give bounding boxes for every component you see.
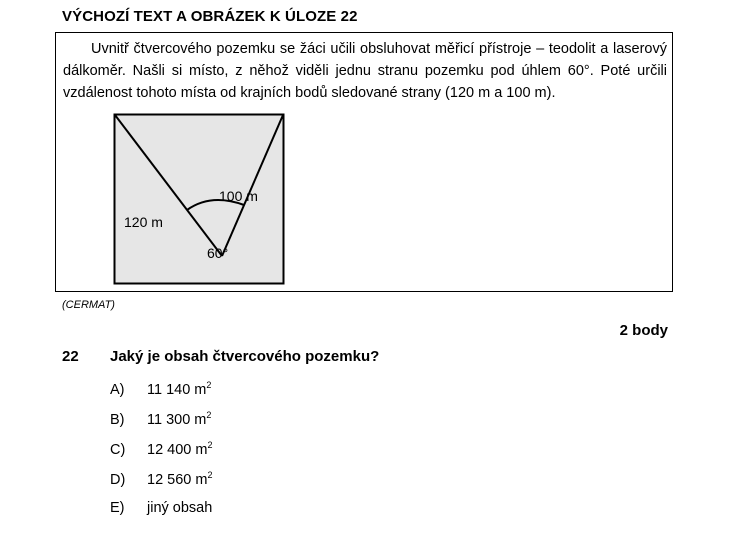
option-value: jiný obsah <box>147 500 213 516</box>
points-label: 2 body <box>619 322 668 339</box>
option-letter: C) <box>110 442 126 458</box>
source-citation: (CERMAT) <box>62 299 115 311</box>
option-b[interactable] <box>110 410 211 428</box>
option-letter: A) <box>110 382 125 398</box>
square-plot <box>115 115 284 284</box>
option-letter: E) <box>110 500 125 516</box>
option-letter: D) <box>110 472 126 488</box>
question-text: Jaký je obsah čtvercového pozemku? <box>110 348 380 365</box>
option-exponent: 2 <box>207 470 213 480</box>
intro-paragraph: Uvnitř čtvercového pozemku se žáci učili obsluhovat měřicí přístroje – teodolit a laserový dálkoměr. Našli si místo, z něhož viděli jednu stranu pozemku pod úhlem 60°. Poté určili vzdálenost tohoto místa od krajních bodů sledované strany (120 m a 100 m). <box>63 41 667 101</box>
square-plot-figure <box>108 109 348 329</box>
label-120m: 120 m <box>124 214 163 230</box>
option-exponent: 2 <box>206 410 212 420</box>
option-value: 12 560 m <box>147 472 208 488</box>
option-a[interactable] <box>110 380 211 398</box>
section-heading: VÝCHOZÍ TEXT A OBRÁZEK K ÚLOZE 22 <box>62 8 358 25</box>
question-number: 22 <box>62 348 79 365</box>
label-100m: 100 m <box>219 188 258 204</box>
option-d[interactable] <box>110 470 212 488</box>
option-c[interactable] <box>110 440 212 458</box>
option-exponent: 2 <box>207 440 213 450</box>
option-value: 12 400 m <box>147 442 208 458</box>
option-value: 11 300 m <box>147 412 207 428</box>
intro-textbox <box>55 32 673 292</box>
option-e[interactable] <box>110 500 212 516</box>
option-letter: B) <box>110 412 125 428</box>
option-value: 11 140 m <box>147 382 207 398</box>
option-exponent: 2 <box>206 380 212 390</box>
label-angle-60: 60° <box>207 245 229 261</box>
